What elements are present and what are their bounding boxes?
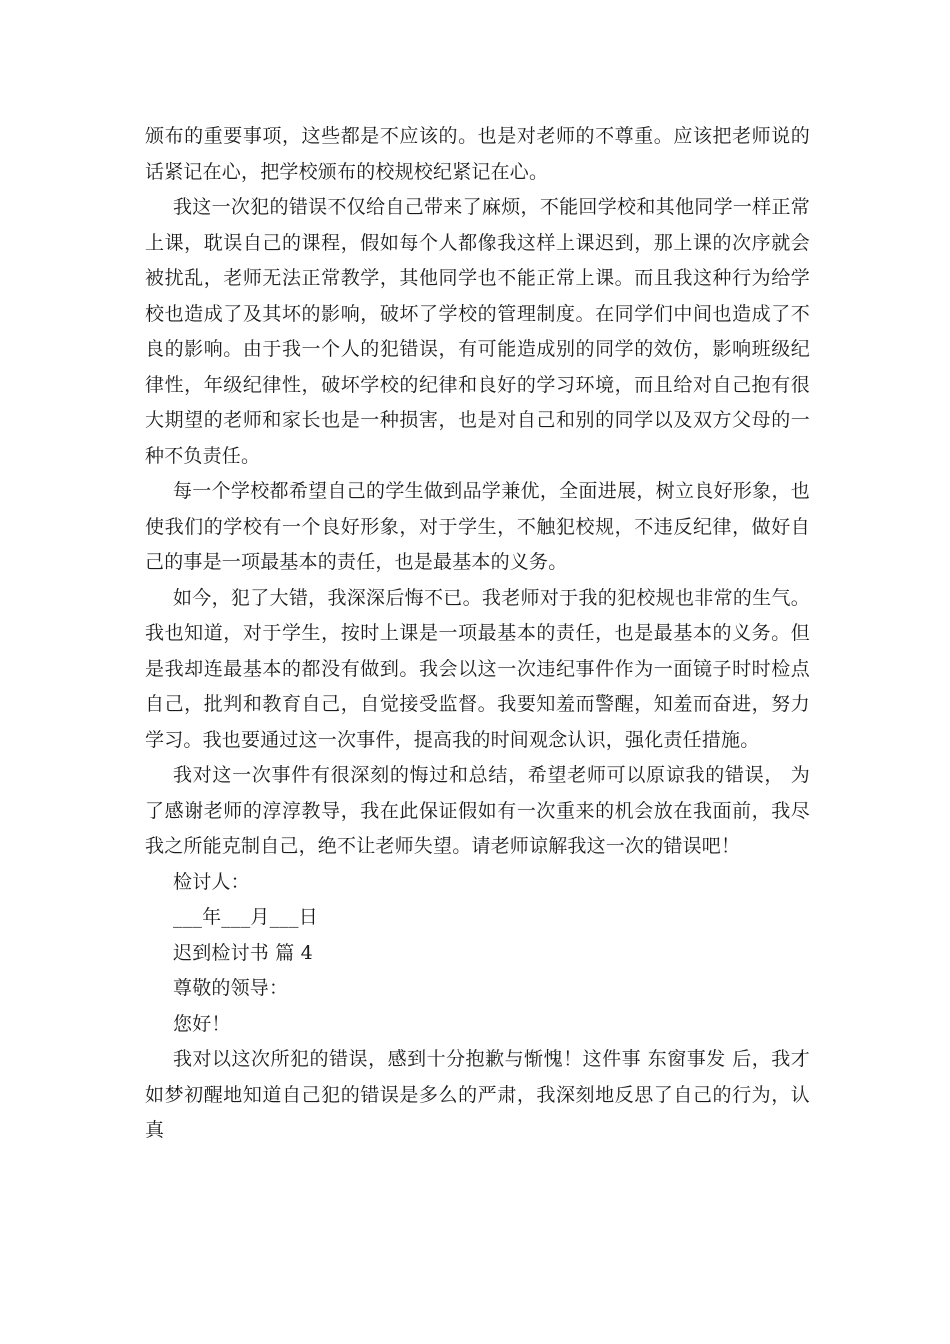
text-line: 我对这一次事件有很深刻的悔过和总结，希望老师可以原谅我的错误， 为 bbox=[173, 764, 810, 786]
text-line: 了感谢老师的淳淳教导，我在此保证假如有一次重来的机会放在我面前，我尽 bbox=[145, 799, 810, 822]
paragraph-1 bbox=[145, 119, 810, 190]
text-line: 真 bbox=[145, 1119, 165, 1141]
text-line: 我也知道，对于学生，按时上课是一项最基本的责任，也是最基本的义务。但 bbox=[145, 622, 810, 644]
final-paragraph bbox=[145, 1042, 810, 1149]
text-line: 被扰乱，老师无法正常教学，其他同学也不能正常上课。而且我这种行为给学 bbox=[145, 267, 810, 289]
text-line: 大期望的老师和家长也是一种损害，也是对自己和别的同学以及双方父母的一 bbox=[145, 409, 810, 431]
text-line: 我之所能克制自己，绝不让老师失望。请老师谅解我这一次的错误吧！ bbox=[145, 835, 741, 857]
text-line: 良的影响。由于我一个人的犯错误，有可能造成别的同学的效仿，影响班级纪 bbox=[145, 338, 810, 360]
salutation: 尊敬的领导： bbox=[173, 977, 289, 999]
text-line: 使我们的学校有一个良好形象，对于学生，不触犯校规，不违反纪律，做好自 bbox=[145, 515, 810, 538]
signature-label: 检讨人： bbox=[173, 870, 250, 893]
text-line: 我这一次犯的错误不仅给自己带来了麻烦，不能回学校和其他同学一样正常 bbox=[173, 196, 810, 218]
text-line: 每一个学校都希望自己的学生做到品学兼优，全面进展，树立良好形象，也 bbox=[173, 480, 810, 502]
paragraph-3 bbox=[145, 474, 810, 581]
text-line: 如今，犯了大错，我深深后悔不已。我老师对于我的犯校规也非常的生气。 bbox=[173, 586, 810, 609]
text-line: 颁布的重要事项，这些都是不应该的。也是对老师的不尊重。应该把老师说的 bbox=[145, 125, 810, 147]
section-heading: 迟到检讨书 篇 4 bbox=[173, 941, 313, 964]
text-line: 我对以这次所犯的错误，感到十分抱歉与惭愧！这件事 东窗事发 后，我才 bbox=[173, 1048, 810, 1070]
text-line: 是我却连最基本的都没有做到。我会以这一次违纪事件作为一面镜子时时检点 bbox=[145, 657, 810, 680]
text-line: 话紧记在心，把学校颁布的校规校纪紧记在心。 bbox=[145, 160, 549, 183]
text-line: 律性，年级纪律性，破坏学校的纪律和良好的学习环境，而且给对自己抱有很 bbox=[145, 373, 810, 396]
greeting: 您好！ bbox=[173, 1012, 231, 1035]
paragraph-5 bbox=[145, 758, 810, 865]
text-line: 上课，耽误自己的课程，假如每个人都像我这样上课迟到，那上课的次序就会 bbox=[145, 231, 810, 254]
date-line: ___年___月___日 bbox=[173, 906, 318, 928]
text-line: 己的事是一项最基本的责任，也是最基本的义务。 bbox=[145, 551, 568, 573]
paragraph-4 bbox=[145, 581, 810, 759]
paragraph-2 bbox=[145, 190, 810, 474]
text-line: 校也造成了及其坏的影响，破坏了学校的管理制度。在同学们中间也造成了不 bbox=[145, 302, 810, 325]
text-line: 如梦初醒地知道自己犯的错误是多么的严肃，我深刻地反思了自己的行为，认 bbox=[145, 1083, 810, 1106]
text-line: 学习。我也要通过这一次事件，提高我的时间观念认识，强化责任措施。 bbox=[145, 728, 760, 751]
text-line: 种不负责任。 bbox=[145, 444, 261, 467]
text-line: 自己，批判和教育自己，自觉接受监督。我要知羞而警醒，知羞而奋进，努力 bbox=[145, 693, 810, 715]
document-page bbox=[145, 119, 810, 1149]
